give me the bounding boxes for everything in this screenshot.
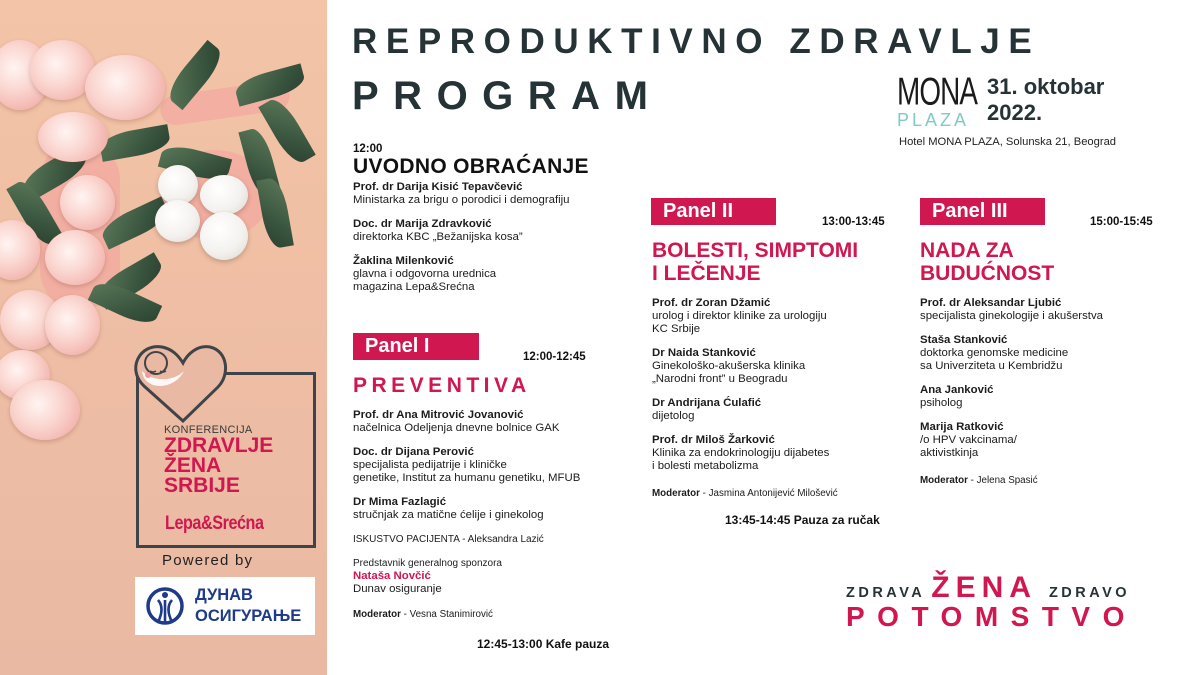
panel-2-title-line: BOLESTI, SIMPTOMI	[652, 239, 859, 262]
sponsor-name-line: ОСИГУРАЊЕ	[195, 607, 302, 625]
pink-flower	[45, 295, 100, 355]
speaker-role: psiholog	[920, 397, 963, 409]
moderator-label: Moderator	[353, 609, 401, 620]
speaker-name: Prof. dr Miloš Žarković	[652, 434, 775, 446]
speaker	[353, 181, 643, 207]
speaker-role: magazina Lepa&Srećna	[353, 281, 475, 293]
powered-by-label: Powered by	[162, 552, 254, 569]
panel-3-time: 15:00-15:45	[1090, 216, 1153, 228]
mona-plaza-logo	[897, 69, 978, 130]
lepa-srecna-brand: Lepa&Srećna	[165, 513, 264, 534]
panel-2-tag: Panel II	[651, 198, 776, 225]
speaker	[652, 297, 907, 336]
speaker-role: Klinika za endokrinologiju dijabetes	[652, 447, 830, 459]
speaker-role: dijetolog	[652, 410, 695, 422]
pink-flower	[60, 175, 115, 230]
panel-3-moderator	[920, 474, 1180, 487]
opening-title: UVODNO OBRAĆANJE	[353, 155, 589, 178]
speaker	[920, 334, 1180, 373]
speaker	[920, 297, 1180, 323]
page-subtitle: PROGRAM	[352, 74, 663, 118]
slogan-word: ZDRAVO	[1048, 585, 1131, 601]
panel-1-time: 12:00-12:45	[523, 351, 586, 363]
speaker	[652, 434, 907, 473]
cotton-ball	[200, 212, 248, 260]
panel-2-title-line: I LEČENJE	[652, 262, 761, 285]
slogan-line-2: POTOMSTVO	[846, 601, 1137, 632]
speaker	[920, 421, 1180, 460]
cotton-ball	[200, 175, 248, 215]
venue-address: Hotel MONA PLAZA, Solunska 21, Beograd	[899, 136, 1117, 148]
conference-title-line: ZDRAVLJE	[164, 434, 274, 457]
speaker-role: KC Srbije	[652, 323, 701, 335]
speaker	[353, 409, 643, 435]
dunav-emblem-icon	[145, 586, 185, 626]
speaker-role: sa Univerziteta u Kembridžu	[920, 360, 1063, 372]
plaza-logo-text: PLAZA	[897, 110, 970, 130]
sponsor-rep-company: Dunav osiguranje	[353, 583, 442, 595]
moderator-name: - Jasmina Antonijević Milošević	[699, 488, 838, 499]
sponsor-name-line: ДУНАВ	[195, 586, 253, 604]
conference-title	[164, 436, 273, 496]
speaker	[353, 446, 643, 485]
speaker	[652, 347, 907, 386]
speaker-role: urolog i direktor klinike za urologiju	[652, 310, 827, 322]
panel-3-title	[920, 239, 1054, 285]
panel-2-title	[652, 239, 858, 285]
panel-3-tag: Panel III	[920, 198, 1045, 225]
pink-flower	[10, 380, 80, 440]
conference-subtitle: KONFERENCIJA	[164, 424, 253, 436]
coffee-break: 12:45-13:00 Kafe pauza	[477, 637, 610, 651]
speaker-role: glavna i odgovorna urednica	[353, 268, 497, 280]
panel-3-speakers	[920, 297, 1180, 487]
pink-flower	[45, 230, 105, 285]
speaker	[353, 496, 643, 522]
speaker	[353, 218, 643, 244]
sponsor-logo-dunav	[135, 577, 315, 635]
event-date	[987, 74, 1104, 126]
lunch-break: 13:45-14:45 Pauza za ručak	[725, 513, 880, 527]
speaker-name: Prof. dr Darija Kisić Tepavčević	[353, 181, 523, 193]
event-date-day: 31. oktobar	[987, 74, 1105, 99]
panel-3-title-line: NADA ZA	[920, 239, 1014, 262]
speaker-role: „Narodni front” u Beogradu	[652, 373, 788, 385]
panel-2-time: 13:00-13:45	[822, 216, 885, 228]
speaker	[652, 397, 907, 423]
speaker-name: Marija Ratković	[920, 421, 1004, 433]
event-date-year: 2022.	[987, 100, 1043, 125]
speaker-name: Prof. dr Zoran Džamić	[652, 297, 771, 309]
panel-2-speakers	[652, 297, 907, 500]
sponsor-rep-name: Nataša Novčić	[353, 570, 431, 582]
speaker-name: Dr Naida Stanković	[652, 347, 756, 359]
speaker-role: Ministarka za brigu o porodici i demografiju	[353, 194, 570, 206]
slogan-word-highlight: ŽENA	[931, 571, 1037, 604]
speaker-role: genetike, Institut za humanu genetiku, MFUB	[353, 472, 581, 484]
panel-1-speakers	[353, 409, 643, 621]
speaker	[353, 255, 643, 294]
speaker-role: specijalista pedijatrije i kliničke	[353, 459, 507, 471]
speaker-role: direktorka KBC „Bežanijska kosa”	[353, 231, 523, 243]
panel-3-title-line: BUDUĆNOST	[920, 262, 1055, 285]
speaker-name: Dr Mima Fazlagić	[353, 496, 447, 508]
speaker-name: Žaklina Milenković	[353, 255, 454, 267]
moderator-label: Moderator	[920, 475, 968, 486]
speaker	[920, 384, 1180, 410]
pink-flower	[38, 112, 108, 162]
page-title: REPRODUKTIVNO ZDRAVLJE	[352, 22, 1041, 61]
panel-1-tag: Panel I	[353, 333, 479, 360]
sponsor-representative	[353, 557, 643, 596]
cotton-ball	[155, 200, 200, 242]
conference-title-line: ŽENA	[164, 454, 222, 477]
slogan	[846, 571, 1137, 633]
opening-time: 12:00	[353, 143, 383, 155]
moderator-name: - Jelena Spasić	[967, 475, 1038, 486]
speaker-name: Prof. dr Ana Mitrović Jovanović	[353, 409, 524, 421]
speaker-role: aktivistkinja	[920, 447, 979, 459]
speaker-name: Doc. dr Marija Zdravković	[353, 218, 492, 230]
speaker-name: Staša Stanković	[920, 334, 1008, 346]
speaker-role: stručnjak za matične ćelije i ginekolog	[353, 509, 544, 521]
moderator-name: - Vesna Stanimirović	[400, 609, 493, 620]
panel-2-moderator	[652, 487, 907, 500]
panel-1-title: PREVENTIVA	[353, 374, 531, 397]
decorative-photo-panel	[0, 0, 327, 675]
speaker-role: specijalista ginekologije i akušerstva	[920, 310, 1103, 322]
speaker-role: /o HPV vakcinama/	[920, 434, 1017, 446]
moderator-label: Moderator	[652, 488, 700, 499]
speaker-role: i bolesti metabolizma	[652, 460, 759, 472]
speaker-role: Ginekološko-akušerska klinika	[652, 360, 806, 372]
slogan-word: ZDRAVA	[846, 585, 926, 601]
sponsor-name	[195, 585, 301, 627]
sponsor-rep-label: Predstavnik generalnog sponzora	[353, 558, 502, 569]
leaf	[256, 176, 294, 249]
conference-title-line: SRBIJE	[164, 474, 240, 497]
mona-logo-text: MONA	[897, 69, 978, 113]
cotton-ball	[158, 165, 198, 205]
heart-baby-icon	[134, 341, 232, 423]
speaker-role: doktorka genomske medicine	[920, 347, 1069, 359]
pink-flower	[85, 55, 165, 120]
speaker-role: načelnica Odeljenja dnevne bolnice GAK	[353, 422, 560, 434]
patient-experience: ISKUSTVO PACIJENTA - Aleksandra Lazić	[353, 534, 544, 545]
speaker-name: Dr Andrijana Ćulafić	[652, 397, 762, 409]
slogan-line-1	[846, 571, 1137, 605]
speaker-name: Doc. dr Dijana Perović	[353, 446, 474, 458]
panel-1-moderator	[353, 608, 643, 621]
opening-section	[353, 143, 643, 305]
speaker-name: Ana Janković	[920, 384, 994, 396]
speaker-name: Prof. dr Aleksandar Ljubić	[920, 297, 1062, 309]
